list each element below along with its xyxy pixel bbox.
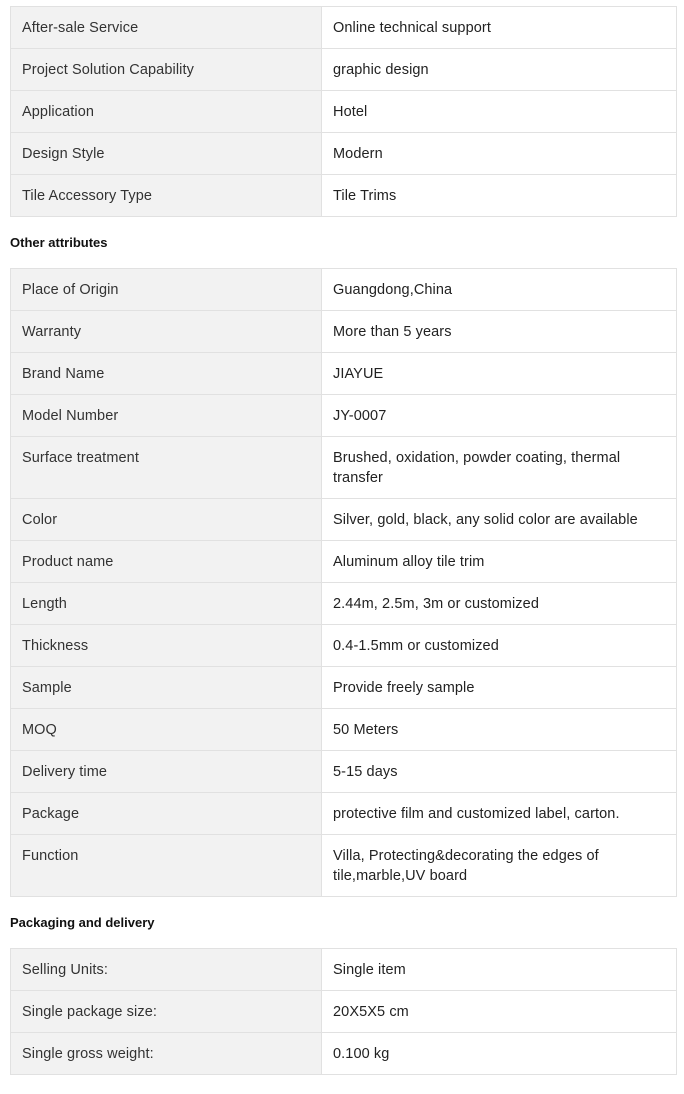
attribute-value: protective film and customized label, carton. (322, 793, 677, 835)
attribute-value: Brushed, oxidation, powder coating, thermal transfer (322, 437, 677, 499)
attribute-value: Tile Trims (322, 175, 677, 217)
attribute-label: Project Solution Capability (11, 49, 322, 91)
table-row (11, 49, 677, 91)
attribute-value: Single item (322, 949, 677, 991)
table-row (11, 311, 677, 353)
attribute-value: Silver, gold, black, any solid color are available (322, 499, 677, 541)
attribute-value: Provide freely sample (322, 667, 677, 709)
attribute-label: MOQ (11, 709, 322, 751)
attribute-value: 0.100 kg (322, 1033, 677, 1075)
attribute-value: Aluminum alloy tile trim (322, 541, 677, 583)
table-row (11, 353, 677, 395)
table-row (11, 269, 677, 311)
table-row (11, 625, 677, 667)
attribute-label: Package (11, 793, 322, 835)
attribute-label: Place of Origin (11, 269, 322, 311)
table-row (11, 751, 677, 793)
attribute-label: Single gross weight: (11, 1033, 322, 1075)
attribute-value: JIAYUE (322, 353, 677, 395)
table-row (11, 949, 677, 991)
attribute-value: JY-0007 (322, 395, 677, 437)
attribute-value: More than 5 years (322, 311, 677, 353)
table-row (11, 499, 677, 541)
packaging-delivery-heading: Packaging and delivery (10, 915, 155, 930)
packaging-delivery-table (10, 948, 677, 1075)
attribute-value: 0.4-1.5mm or customized (322, 625, 677, 667)
attribute-value: Hotel (322, 91, 677, 133)
table-row (11, 7, 677, 49)
attribute-label: Color (11, 499, 322, 541)
attribute-value: graphic design (322, 49, 677, 91)
attribute-value: Online technical support (322, 7, 677, 49)
table-row (11, 395, 677, 437)
attribute-label: Warranty (11, 311, 322, 353)
table-row (11, 133, 677, 175)
table-row (11, 667, 677, 709)
table-row (11, 1033, 677, 1075)
other-attributes-heading: Other attributes (10, 235, 108, 250)
attribute-value: 20X5X5 cm (322, 991, 677, 1033)
attribute-label: After-sale Service (11, 7, 322, 49)
attribute-label: Product name (11, 541, 322, 583)
table-row (11, 793, 677, 835)
attribute-label: Tile Accessory Type (11, 175, 322, 217)
table-row (11, 583, 677, 625)
table-row (11, 437, 677, 499)
attribute-label: Single package size: (11, 991, 322, 1033)
table-row (11, 175, 677, 217)
attribute-label: Design Style (11, 133, 322, 175)
attribute-label: Sample (11, 667, 322, 709)
table-row (11, 991, 677, 1033)
table-row (11, 709, 677, 751)
attribute-label: Model Number (11, 395, 322, 437)
attribute-label: Application (11, 91, 322, 133)
other-attributes-table (10, 268, 677, 897)
table-row (11, 835, 677, 897)
attribute-label: Brand Name (11, 353, 322, 395)
attribute-label: Selling Units: (11, 949, 322, 991)
attribute-value: 5-15 days (322, 751, 677, 793)
key-attributes-table (10, 6, 677, 217)
table-row (11, 91, 677, 133)
attribute-label: Function (11, 835, 322, 897)
attribute-value: 50 Meters (322, 709, 677, 751)
attribute-value: 2.44m, 2.5m, 3m or customized (322, 583, 677, 625)
attribute-label: Length (11, 583, 322, 625)
attribute-label: Thickness (11, 625, 322, 667)
attribute-value: Guangdong,China (322, 269, 677, 311)
table-row (11, 541, 677, 583)
attribute-label: Surface treatment (11, 437, 322, 499)
attribute-label: Delivery time (11, 751, 322, 793)
attribute-value: Villa, Protecting&decorating the edges of tile,marble,UV board (322, 835, 677, 897)
attribute-value: Modern (322, 133, 677, 175)
